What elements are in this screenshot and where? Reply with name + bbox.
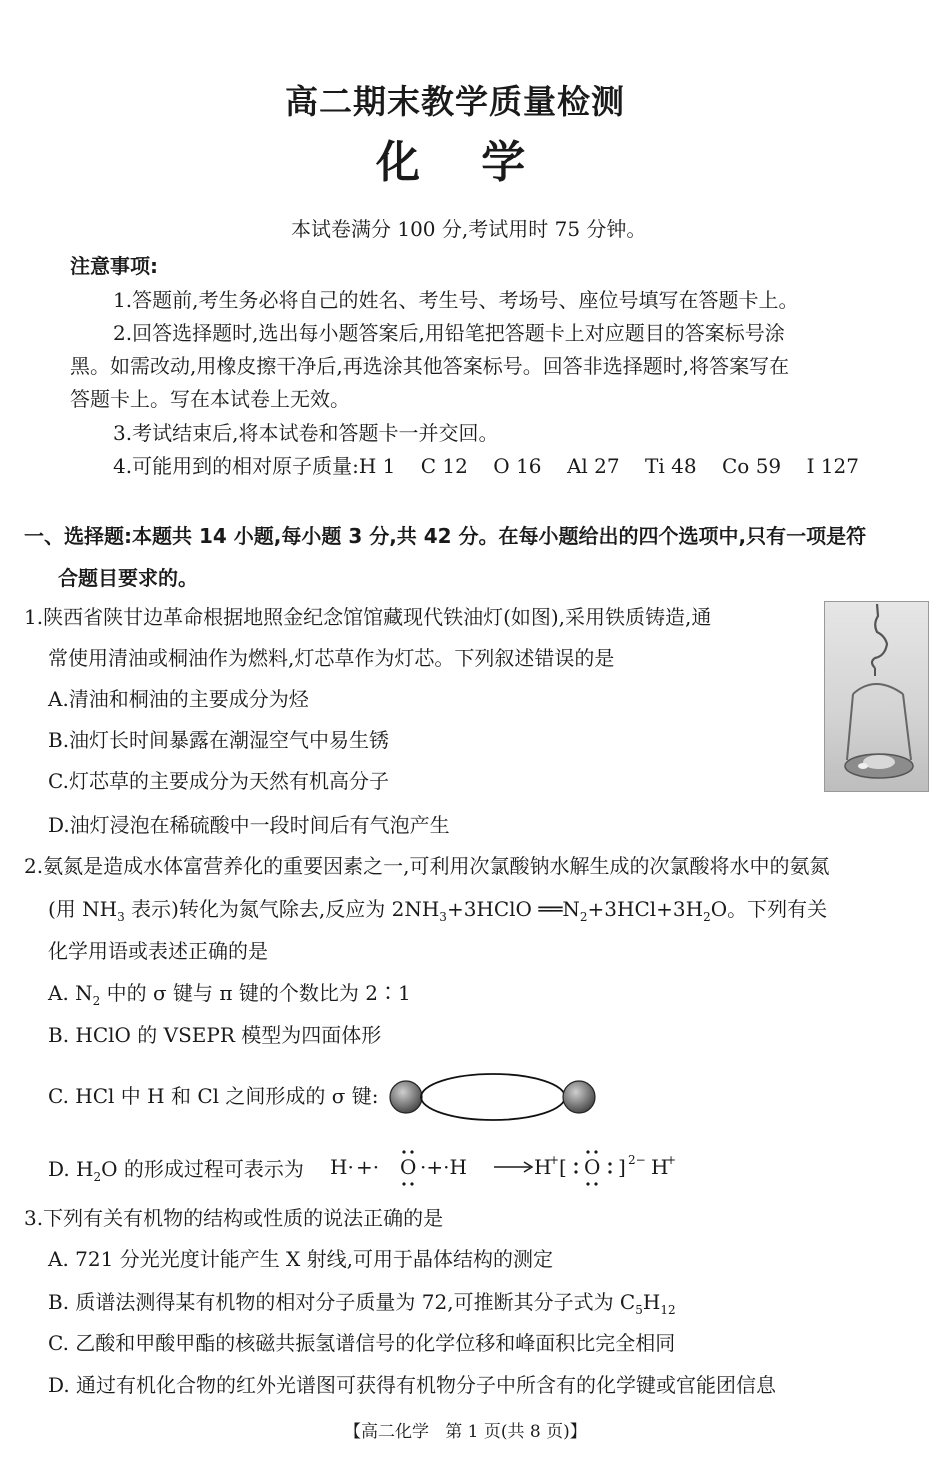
h-atom-icon <box>390 1081 422 1113</box>
oil-lamp-icon <box>825 602 928 791</box>
q2-option-d-seg: D. H <box>48 1157 94 1181</box>
q2-stem-sub: 2 <box>703 910 711 924</box>
q2-stem-seg: (用 NH <box>48 897 118 921</box>
q3-option-a: A. 721 分光光度计能产生 X 射线,可用于晶体结构的测定 <box>48 1247 553 1271</box>
q2-option-c: C. HCl 中 H 和 Cl 之间形成的 σ 键: <box>48 1084 379 1108</box>
exam-info: 本试卷满分 100 分,考试用时 75 分钟。 <box>291 217 647 241</box>
q1-option-a: A.清油和桐油的主要成分为烃 <box>48 687 309 711</box>
sigma-bond-diagram <box>388 1072 598 1122</box>
q2-option-a-seg: A. N <box>48 981 93 1005</box>
notice-item-4: 4.可能用到的相对原子质量:H 1 C 12 O 16 Al 27 Ti 48 Co 59 I 127 <box>113 454 860 478</box>
svg-text:+: + <box>666 1153 677 1167</box>
svg-text:·+·H: ·+·H <box>420 1155 467 1179</box>
notice-item-2-cont2: 答题卡上。写在本试卷上无效。 <box>70 387 350 411</box>
q2-stem-sub: 2 <box>579 910 588 924</box>
svg-text:]: ] <box>618 1155 626 1179</box>
q2-option-a-seg: 中的 σ 键与 π 键的个数比为 2∶1 <box>100 981 411 1005</box>
q2-option-b: B. HClO 的 VSEPR 模型为四面体形 <box>48 1023 382 1047</box>
reactant-o: O <box>400 1155 417 1179</box>
reactant-h1: H· <box>330 1155 354 1179</box>
q3-option-b-sub: 12 <box>660 1303 676 1317</box>
q1-stem-line2: 常使用清油或桐油作为燃料,灯芯草作为灯芯。下列叙述错误的是 <box>48 646 615 670</box>
svg-text:H: H <box>651 1155 669 1179</box>
q2-option-d <box>48 1155 304 1191</box>
q1-option-d: D.油灯浸泡在稀硫酸中一段时间后有气泡产生 <box>48 813 450 837</box>
q3-option-d: D. 通过有机化合物的红外光谱图可获得有机物分子中所含有的化学键或官能团信息 <box>48 1373 777 1397</box>
q3-option-b-seg: H <box>642 1290 661 1314</box>
exam-title: 高二期末教学质量检测 <box>285 82 625 121</box>
svg-text:+: + <box>549 1153 560 1167</box>
q1-stem-line1: 1.陕西省陕甘边革命根据地照金纪念馆馆藏现代铁油灯(如图),采用铁质铸造,通 <box>24 605 712 629</box>
svg-text:+·: +· <box>356 1155 380 1179</box>
h2o-formation-diagram <box>326 1142 716 1192</box>
q3-option-b-seg: B. 质谱法测得某有机物的相对分子质量为 72,可推断其分子式为 C <box>48 1290 636 1314</box>
q3-stem: 3.下列有关有机物的结构或性质的说法正确的是 <box>24 1206 444 1230</box>
notice-item-1: 1.答题前,考生务必将自己的姓名、考生号、考场号、座位号填写在答题卡上。 <box>113 288 799 312</box>
q2-stem-seg: O。下列有关 <box>710 897 828 921</box>
product-o: O <box>584 1155 601 1179</box>
cl-atom-icon <box>563 1081 595 1113</box>
q3-option-c: C. 乙酸和甲酸甲酯的核磁共振氢谱信号的化学位移和峰面积比完全相同 <box>48 1331 676 1355</box>
section-heading: 一、选择题:本题共 14 小题,每小题 3 分,共 42 分。在每小题给出的四个选项中,只有一项是符 <box>24 524 867 548</box>
q3-option-b-sub: 5 <box>635 1303 643 1317</box>
q2-stem-sub: 3 <box>439 910 447 924</box>
orbital-overlap-icon <box>421 1074 565 1120</box>
svg-text:2−: 2− <box>628 1153 646 1167</box>
q1-option-b: B.油灯长时间暴露在潮湿空气中易生锈 <box>48 728 390 752</box>
svg-text:[: [ <box>559 1155 567 1179</box>
svg-text:H: H <box>534 1155 552 1179</box>
q3-option-b <box>48 1288 676 1324</box>
q2-option-a <box>48 979 411 1015</box>
q2-stem-seg: 表示)转化为氮气除去,反应为 2NH <box>124 897 440 921</box>
notice-item-2-cont: 黑。如需改动,用橡皮擦干净后,再选涂其他答案标号。回答非选择题时,将答案写在 <box>70 354 790 378</box>
q2-stem-sub: 3 <box>117 910 125 924</box>
q2-stem-seg: +3HClO ══N <box>446 897 580 921</box>
q2-stem-seg: +3HCl+3H <box>587 897 704 921</box>
oil-lamp-photo <box>824 601 929 792</box>
section-heading-cont: 合题目要求的。 <box>58 566 198 590</box>
q2-stem-line2 <box>48 895 827 931</box>
q2-option-a-sub: 2 <box>92 994 101 1008</box>
notice-heading: 注意事项: <box>70 254 158 278</box>
notice-item-2: 2.回答选择题时,选出每小题答案后,用铅笔把答题卡上对应题目的答案标号涂 <box>113 321 785 345</box>
notice-item-3: 3.考试结束后,将本试卷和答题卡一并交回。 <box>113 421 499 445</box>
page-footer: 【高二化学 第 1 页(共 8 页)】 <box>344 1422 587 1442</box>
q2-option-d-seg: O 的形成过程可表示为 <box>101 1157 304 1181</box>
subject-title: 化 学 <box>376 137 526 188</box>
q2-stem-line1: 2.氨氮是造成水体富营养化的重要因素之一,可利用次氯酸钠水解生成的次氯酸将水中的氨氮 <box>24 854 830 878</box>
q1-option-c: C.灯芯草的主要成分为天然有机高分子 <box>48 769 389 793</box>
q2-stem-line3: 化学用语或表述正确的是 <box>48 939 268 963</box>
q2-option-d-sub: 2 <box>93 1170 102 1184</box>
